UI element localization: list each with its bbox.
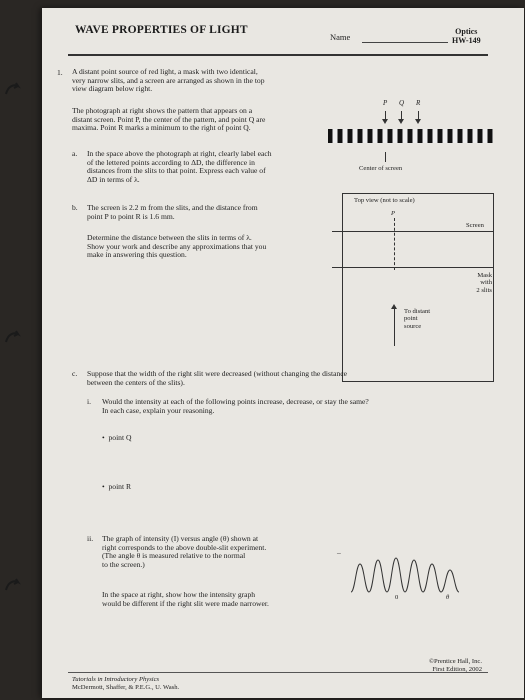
footer-left: Tutorials in Introductory Physics McDermott, Shaffer, & P.E.G., U. Wash. <box>72 676 180 691</box>
label-r: R <box>416 99 421 107</box>
name-label: Name <box>330 32 351 42</box>
question-number: 1. <box>57 68 63 77</box>
source-arrow <box>394 308 395 346</box>
margin-arrow-icon <box>4 330 22 344</box>
source-arrow-head <box>391 304 397 309</box>
screen-label: Screen <box>466 222 484 229</box>
footer-right: ©Prentice Hall, Inc. First Edition, 2002 <box>429 658 482 673</box>
part-b-label: b. <box>72 203 78 212</box>
q1-photo-text: The photograph at right shows the pattern that appears on a distant screen. Point P, the center of the pattern, and point Q are maxima. Point R marks a minimum to the right of point Q. <box>72 106 266 133</box>
center-arrow <box>385 152 386 162</box>
name-blank <box>362 42 448 43</box>
arrow-r <box>418 111 419 121</box>
intensity-curve <box>351 558 459 592</box>
part-c-text: Suppose that the width of the right slit were decreased (without changing the distance between the centers of the slits). <box>87 369 348 387</box>
margin-arrow-icon <box>4 82 22 96</box>
interference-photograph <box>328 129 493 143</box>
part-b-task: Determine the distance between the slits in terms of λ. Show your work and describe any approximations that you make in answering this question. <box>87 233 267 260</box>
part-ci-text: Would the intensity at each of the following points increase, decrease, or stay the same? In each case, explain your reasoning. <box>102 397 369 415</box>
worksheet-page <box>42 8 524 698</box>
screen-line <box>332 231 494 232</box>
arrow-p <box>385 111 386 121</box>
part-a-label: a. <box>72 149 78 158</box>
course-tag: Optics HW-149 <box>452 27 481 45</box>
arrow-q <box>401 111 402 121</box>
header-rule <box>68 54 488 56</box>
part-cii-label: ii. <box>87 534 94 543</box>
intensity-graph <box>349 556 469 596</box>
part-c-label: c. <box>72 369 78 378</box>
mask-line <box>332 267 494 268</box>
top-view-p: P <box>391 210 396 217</box>
label-p: P <box>383 99 388 107</box>
source-label: To distant point source <box>404 308 431 330</box>
part-cii-text: The graph of intensity (I) versus angle (θ) shown at right corresponds to the above double-slit experiment. (The angle θ is measured relative to the normal to the screen.) <box>102 534 267 569</box>
part-ci-label: i. <box>87 397 92 406</box>
graph-theta-label: θ <box>446 594 450 601</box>
graph-origin-label: 0 <box>395 594 399 601</box>
bullet-point-q: • point Q <box>102 433 132 442</box>
margin-arrow-icon <box>4 578 22 592</box>
q1-intro: A distant point source of red light, a mask with two identical, very narrow slits, and a screen are arranged as shown in the top view diagram below right. <box>72 67 265 94</box>
top-view-title: Top view (not to scale) <box>354 197 415 204</box>
mask-label: Mask with 2 slits <box>476 272 492 294</box>
center-of-screen-label: Center of screen <box>359 165 403 172</box>
page-title: WAVE PROPERTIES OF LIGHT <box>75 24 248 36</box>
part-cii-task: In the space at right, show how the intensity graph would be different if the right slit were made narrower. <box>102 590 269 608</box>
part-a-text: In the space above the photograph at right, clearly label each of the lettered points according to ΔD, the difference in distances from the slits to that point. Express each value of ΔD in terms of λ. <box>87 149 272 184</box>
graph-axis-tick: – <box>337 548 341 557</box>
center-dashed-line <box>394 218 395 270</box>
bullet-point-r: • point R <box>102 482 132 491</box>
label-q: Q <box>399 99 405 107</box>
part-b-text: The screen is 2.2 m from the slits, and the distance from point P to point R is 1.6 mm. <box>87 203 258 221</box>
